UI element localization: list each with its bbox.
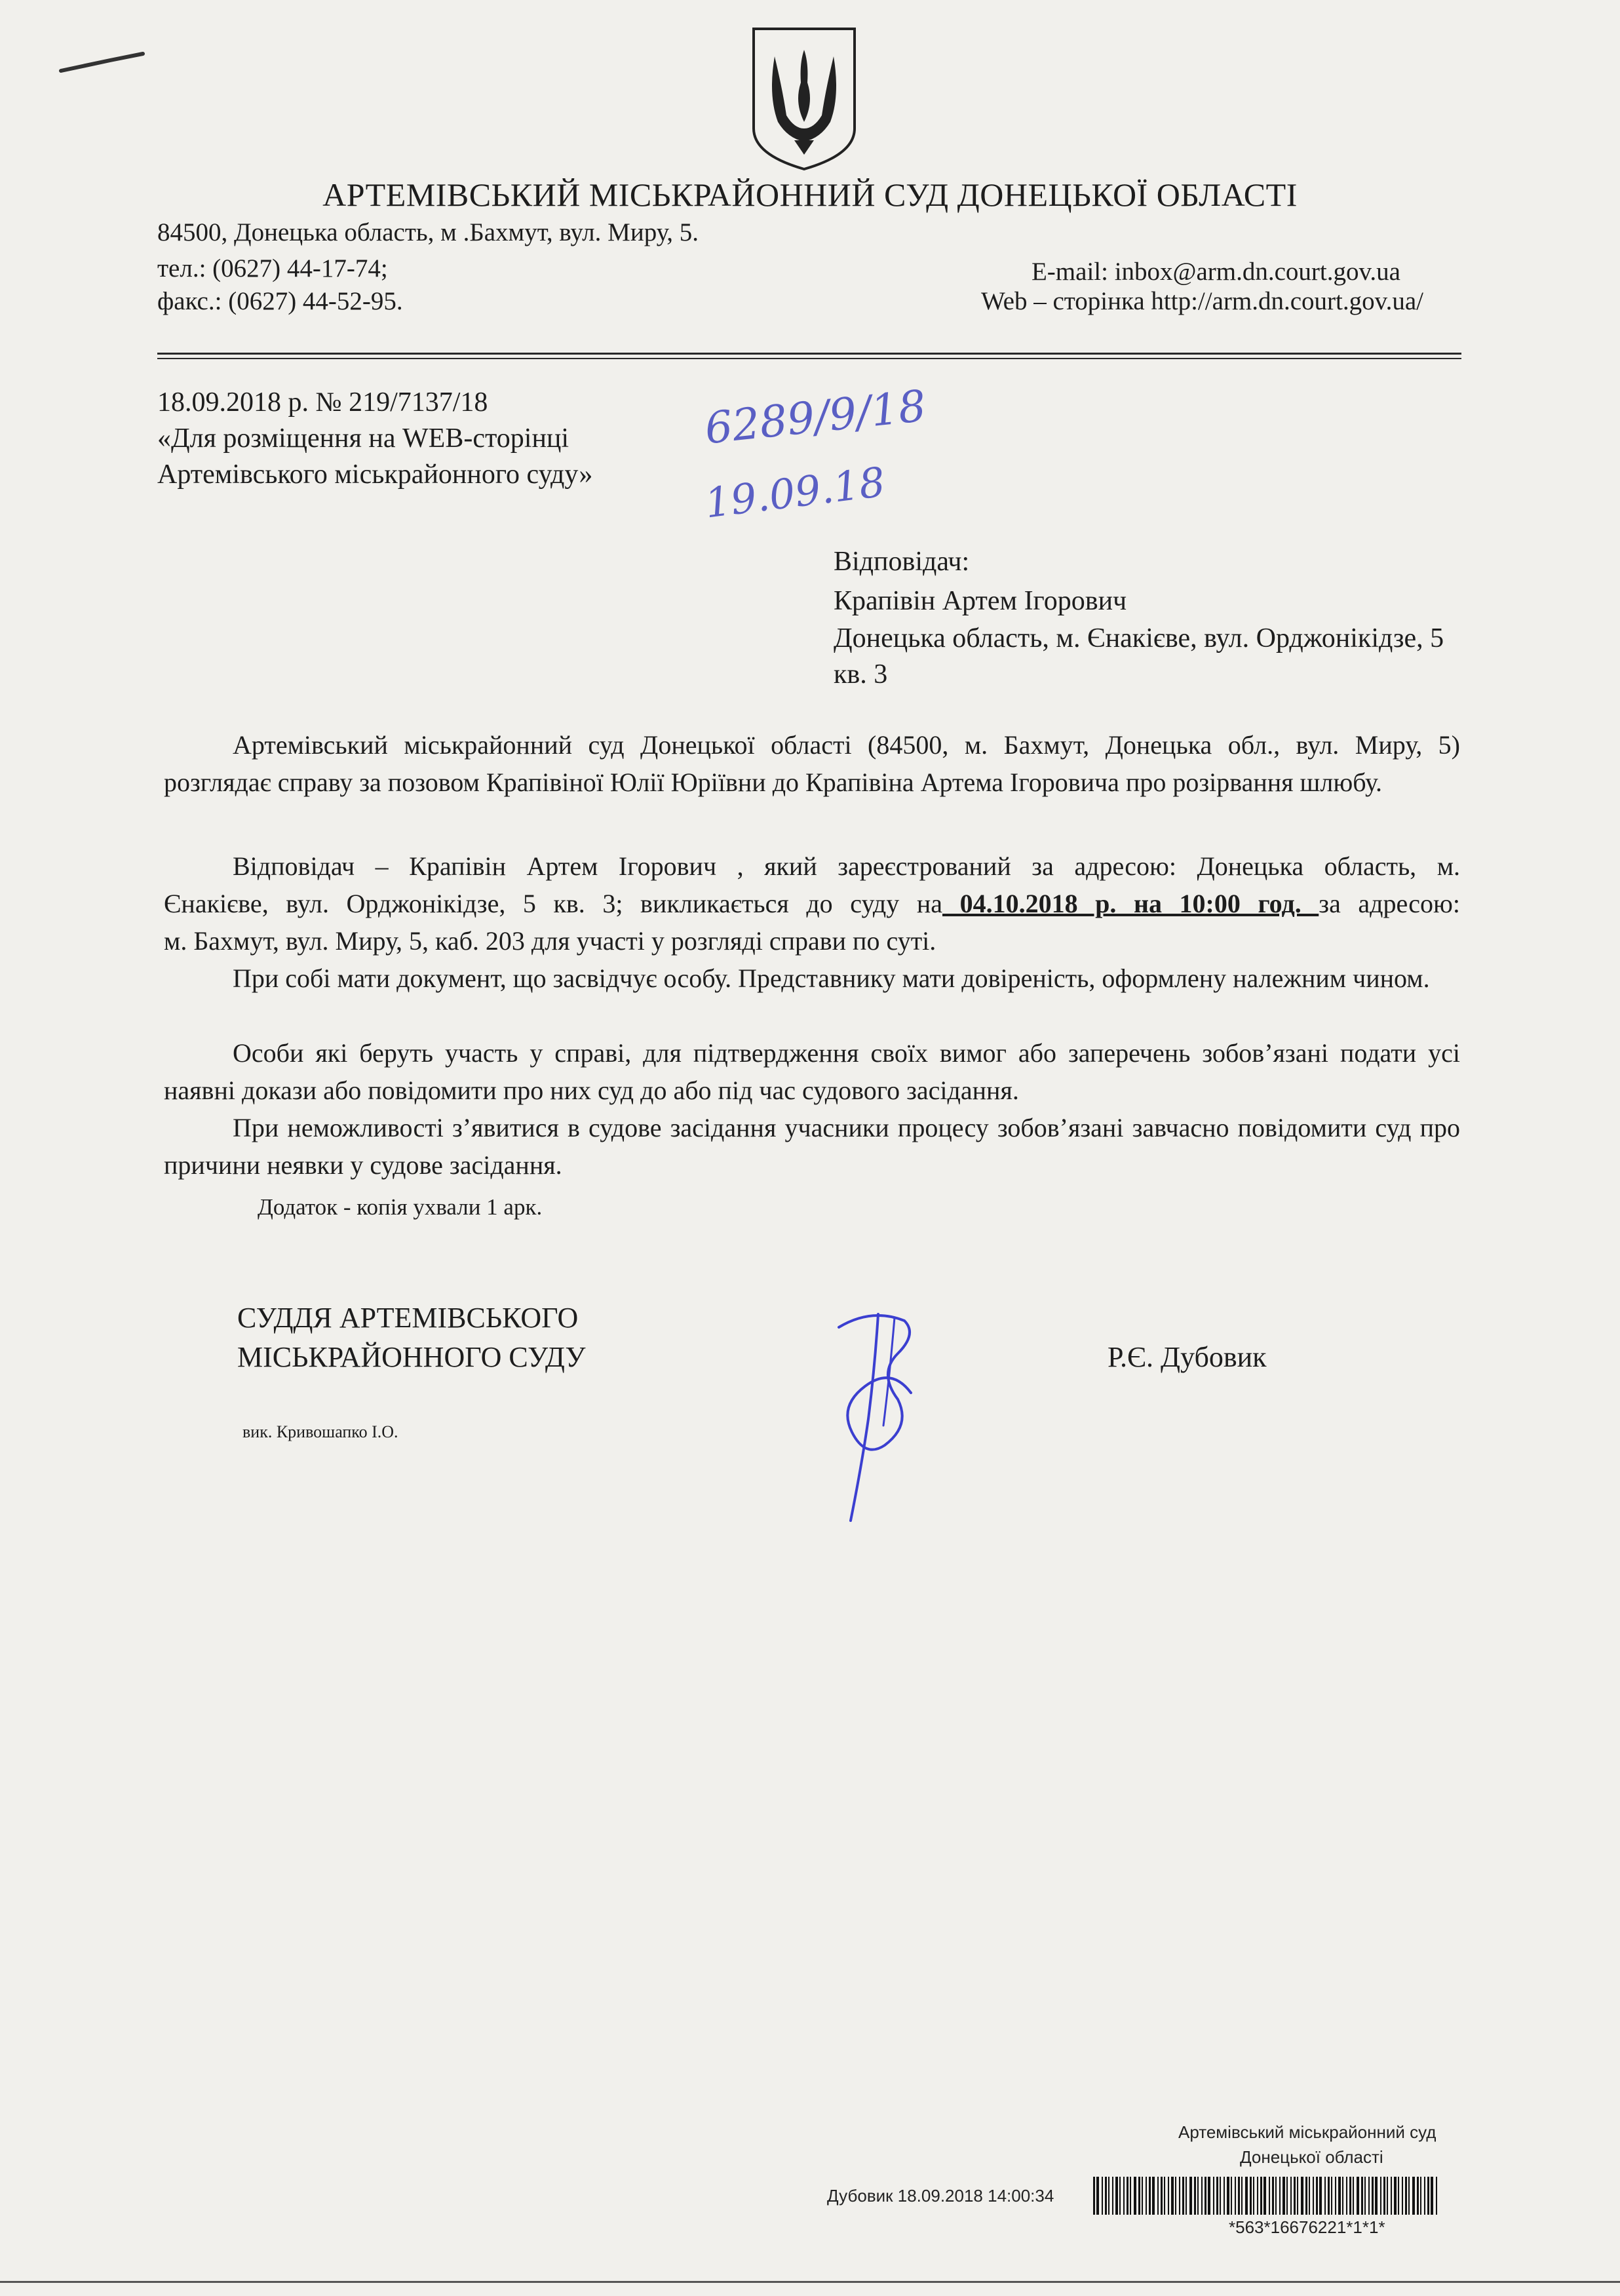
body-paragraph-3: При собі мати документ, що засвідчує особу. Представнику мати довіреність, оформлену належним чином. [233, 963, 1430, 993]
body-paragraph-1: Артемівський міськрайонний суд Донецької області (84500, м. Бахмут, Донецька обл., вул. Миру, 5) розглядає справу за позовом Крапівіної Юлії Юріївни до Крапівіна Артема Ігоровича про розірвання шлюбу. [164, 730, 1460, 797]
body-paragraph-4: Особи які беруть участь у справі, для підтвердження своїх вимог або заперечень зобов’язані подати усі наявні докази або повідомити про них суд до або під час судового засідання. [164, 1038, 1460, 1105]
addressee-address-line-2: кв. 3 [834, 659, 888, 690]
barcode-icon [1093, 2177, 1440, 2215]
court-fax: факс.: (0627) 44-52-95. [157, 287, 403, 315]
addressee-name: Крапівін Артем Ігорович [834, 586, 1127, 616]
coat-of-arms-icon [748, 24, 860, 174]
judge-title-line-1: СУДДЯ АРТЕМІВСЬКОГО [237, 1302, 579, 1334]
court-email: E-mail: inbox@arm.dn.court.gov.ua [1031, 258, 1400, 286]
court-address: 84500, Донецька область, м .Бахмут, вул. Миру, 5. [157, 218, 699, 246]
handwritten-incoming-date: 19.09.18 [702, 457, 888, 528]
letter-date-number: 18.09.2018 р. № 219/7137/18 [157, 387, 488, 418]
handwritten-incoming-number: 6289/9/18 [702, 380, 929, 454]
attachment-note: Додаток - копія ухвали 1 арк. [258, 1194, 543, 1220]
stamp-barcode-text: *563*16676221*1*1* [1229, 2217, 1385, 2237]
judge-name: Р.Є. Дубовик [1108, 1341, 1267, 1373]
judge-title-line-2: МІСЬКРАЙОННОГО СУДУ [237, 1341, 586, 1373]
addressee-role: Відповідач: [834, 547, 970, 577]
executor-note: вик. Кривошапко І.О. [242, 1422, 398, 1441]
header-rule-thick [157, 353, 1461, 355]
judge-signature-icon [813, 1294, 944, 1530]
court-website: Web – сторінка http://arm.dn.court.gov.ua/ [980, 287, 1423, 315]
body-paragraph-2-line-1: Відповідач – Крапівін Артем Ігорович , який зареєстрований за адресою: Донецька область, м. [233, 851, 1460, 881]
body-paragraph-2-line-3: м. Бахмут, вул. Миру, 5, каб. 203 для участі у розгляді справи по суті. [164, 926, 936, 956]
court-phone: тел.: (0627) 44-17-74; [157, 254, 388, 282]
body-paragraph-5: При неможливості з’явитися в судове засідання учасники процесу зобов’язані завчасно повідомити суд про причини неявки у судове засідання. [164, 1113, 1460, 1180]
body-paragraph-2-line-2: Єнакієве, вул. Орджонікідзе, 5 кв. 3; викликається до суду на 04.10.2018 р. на 10:00 год. за адресою: [164, 889, 1460, 918]
hearing-date-time: 04.10.2018 р. на 10:00 год. [942, 889, 1319, 918]
purpose-line-2: Артемівського міськрайонного суду» [157, 459, 593, 490]
stamp-court-line-2: Донецької області [1240, 2147, 1383, 2167]
court-name-heading: АРТЕМІВСЬКИЙ МІСЬКРАЙОННИЙ СУД ДОНЕЦЬКОЇ ОБЛАСТІ [322, 176, 1298, 213]
header-rule-thin [157, 358, 1461, 359]
purpose-line-1: «Для розміщення на WEB-сторінці [157, 423, 569, 454]
addressee-address-line-1: Донецька область, м. Єнакієве, вул. Орджонікідзе, 5 [834, 623, 1444, 653]
scan-bottom-edge [0, 2281, 1620, 2283]
stamp-signer-datetime: Дубовик 18.09.2018 14:00:34 [827, 2186, 1054, 2206]
pen-mark [58, 46, 149, 79]
stamp-court-line-1: Артемівський міськрайонний суд [1178, 2122, 1437, 2142]
